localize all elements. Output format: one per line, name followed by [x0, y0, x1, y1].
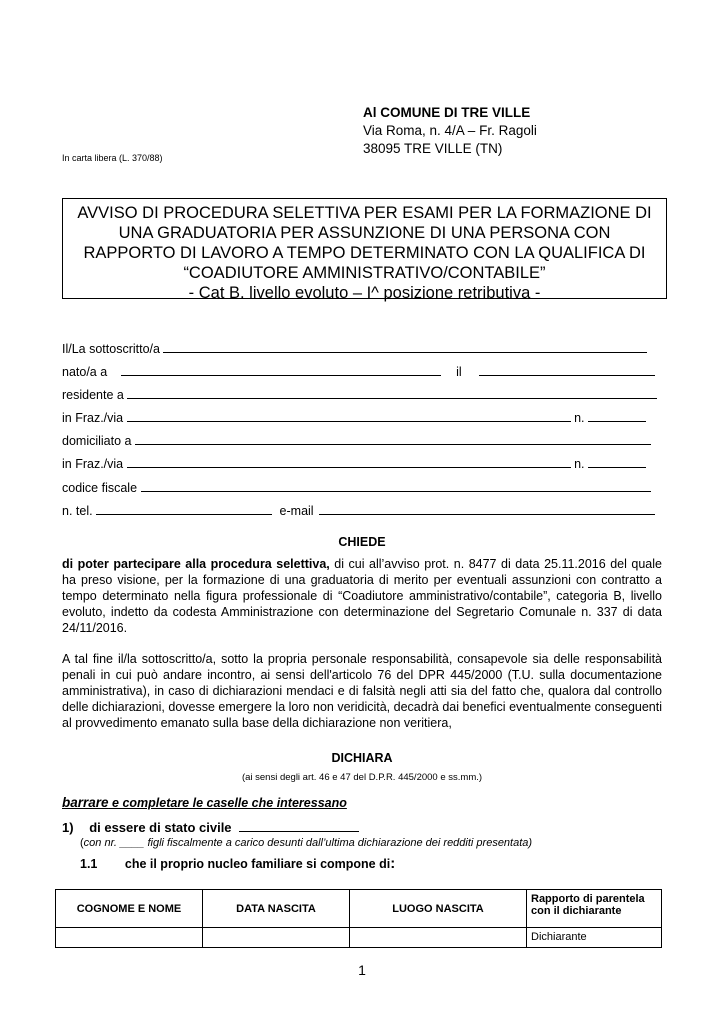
instructions-rest: e completare le caselle che interessano	[108, 796, 347, 810]
item-1-1-colon: :	[390, 855, 396, 872]
item-1-note-b: figli fiscalmente a carico desunti dall’ultima dichiarazione dei redditi presentata)	[144, 837, 533, 849]
notice-title-box	[62, 198, 667, 302]
label-codice-fiscale: codice fiscale	[62, 481, 138, 495]
paragraph-responsabilita: A tal fine il/la sottoscritto/a, sotto la propria personale responsabilità, consapevole sia delle responsabilità penali in cui può andare incontro, ai sensi dell'articolo 76 del DPR 445/2000 (T.U. sulla documentazione amministrativa), in caso di dichiarazioni mendaci e di falsità negli atti sia del fatto che, qualora dal controllo delle dichiarazioni, dovesse emergere la loro non veridicità, decadrà dai benefici eventualmente conseguenti al provvedimento emanato sulla base della dichiarazione non veritiera,	[62, 652, 662, 730]
item-1-number: 1)	[62, 820, 74, 835]
table-header-row	[56, 890, 662, 928]
title-line-5: - Cat B. livello evoluto – I^ posizione retributiva -	[188, 284, 541, 302]
title-line-1: AVVISO DI PROCEDURA SELETTIVA PER ESAMI PER LA FORMAZIONE DI	[77, 204, 652, 222]
instructions-barrare: barrare	[62, 795, 109, 810]
input-stato-civile[interactable]	[239, 820, 359, 832]
header-cognome-nome: COGNOME E NOME	[56, 890, 203, 928]
input-sottoscritto[interactable]	[163, 341, 647, 353]
label-fraz-1: in Fraz./via	[62, 411, 124, 425]
item-1-note: (con nr. ____ figli fiscalmente a carico desunti dall’ultima dichiarazione dei redditi presentata)	[80, 837, 533, 849]
input-email[interactable]	[319, 503, 655, 515]
input-n-1[interactable]	[588, 410, 646, 422]
label-fraz-2: in Fraz./via	[62, 457, 124, 471]
label-n-2: n.	[574, 457, 585, 471]
dichiara-note: (ai sensi degli art. 46 e 47 del D.P.R. 445/2000 e ss.mm.)	[241, 772, 483, 783]
label-sottoscritto: Il/La sottoscritto/a	[62, 342, 160, 356]
item-1-text: di essere di stato civile	[89, 820, 232, 835]
item-1-1-number: 1.1	[80, 857, 98, 871]
header-luogo-nascita: LUOGO NASCITA	[350, 890, 527, 928]
paragraph-chiede	[62, 556, 662, 636]
dichiara-heading: DICHIARA	[331, 751, 393, 765]
field-fraz-2	[62, 456, 646, 471]
title-line-2: UNA GRADUATORIA PER ASSUNZIONE DI UNA PERSONA CON	[118, 224, 611, 242]
item-1-1	[80, 855, 395, 872]
label-residente: residente a	[62, 388, 124, 402]
item-1-note-a: con nr. ____	[83, 837, 145, 849]
input-residente[interactable]	[127, 387, 657, 399]
family-table	[55, 889, 662, 948]
chiede-heading: CHIEDE	[338, 535, 386, 549]
cell-rapporto: Dichiarante	[527, 928, 662, 948]
header-rapporto-parentela: Rapporto di parentela con il dichiarante	[527, 890, 662, 928]
input-fraz-2[interactable]	[127, 456, 571, 468]
cell-luogo-nascita[interactable]	[350, 928, 527, 948]
input-codice-fiscale[interactable]	[141, 480, 651, 492]
paragraph-chiede-rest: di cui all’avviso prot. n. 8477 di data 25.11.2016 del quale ha preso visione, per la formazione di una graduatoria di merito per eventuali assunzioni con contratto a tempo determinato nella figura professionale di “Coadiutore amministrativo/contabile”, categoria B, livello evoluto, indetto da codesta Amministrazione con determinazione del Segretario Comunale n. 337 di data 24/11/2016.	[62, 557, 662, 635]
item-1-1-text: che il proprio nucleo familiare si compone di	[124, 857, 391, 871]
carta-libera-note: In carta libera (L. 370/88)	[62, 153, 163, 163]
field-fraz-1	[62, 410, 646, 425]
field-contatti	[62, 503, 655, 518]
label-tel: n. tel.	[62, 504, 93, 518]
input-nato[interactable]	[121, 364, 441, 376]
label-domiciliato: domiciliato a	[62, 434, 132, 448]
input-fraz-1[interactable]	[127, 410, 571, 422]
title-line-4: “COADIUTORE AMMINISTRATIVO/CONTABILE”	[183, 264, 546, 282]
field-domiciliato	[62, 433, 651, 448]
field-nato	[62, 364, 655, 379]
cell-cognome-nome[interactable]	[56, 928, 203, 948]
header-data-nascita: DATA NASCITA	[203, 890, 350, 928]
page-number: 1	[358, 962, 366, 978]
paragraph-chiede-bold: di poter partecipare alla procedura selettiva,	[62, 557, 330, 571]
input-domiciliato[interactable]	[135, 433, 651, 445]
title-line-3: RAPPORTO DI LAVORO A TEMPO DETERMINATO CON LA QUALIFICA DI	[83, 244, 646, 262]
label-nato: nato/a a	[62, 365, 108, 379]
input-n-2[interactable]	[588, 456, 646, 468]
field-sottoscritto	[62, 341, 647, 356]
item-1	[62, 820, 359, 835]
recipient-street: Via Roma, n. 4/A – Fr. Ragoli	[363, 123, 537, 138]
input-data-nascita[interactable]	[479, 364, 655, 376]
instructions	[62, 795, 347, 810]
table-row	[56, 928, 662, 948]
recipient-address	[363, 104, 537, 158]
label-il: il	[456, 365, 462, 379]
field-codice-fiscale	[62, 480, 651, 495]
label-email: e-mail	[279, 504, 314, 518]
recipient-city: 38095 TRE VILLE (TN)	[363, 141, 503, 156]
field-residente	[62, 387, 657, 402]
recipient-title: Al COMUNE DI TRE VILLE	[363, 105, 531, 120]
label-n-1: n.	[574, 411, 585, 425]
input-tel[interactable]	[96, 503, 272, 515]
cell-data-nascita[interactable]	[203, 928, 350, 948]
